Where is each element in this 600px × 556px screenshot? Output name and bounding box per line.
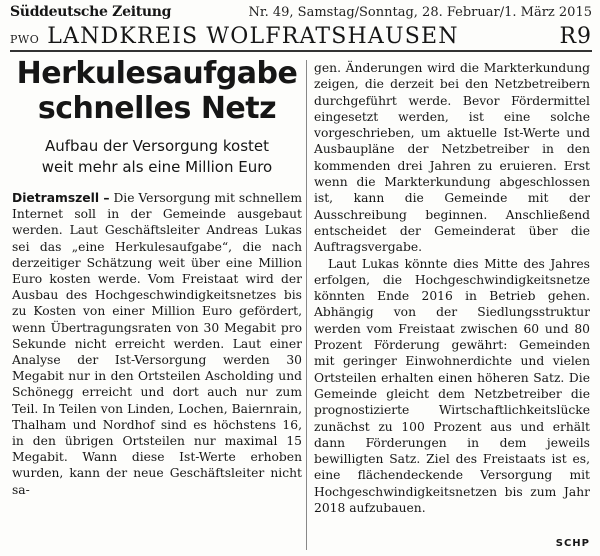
newspaper-logo: Süddeutsche Zeitung bbox=[10, 4, 172, 20]
headline-line-1: Herkulesaufgabe bbox=[16, 56, 298, 91]
article-right-column bbox=[314, 60, 590, 516]
column-divider bbox=[306, 60, 307, 550]
edition-code: PWO bbox=[10, 33, 40, 46]
subheadline bbox=[12, 136, 302, 178]
paragraph-1-text-part-1: Die Versorgung mit schnellem Internet soll in der Gemeinde ausgebaut werden. Laut Geschäftsleiter Andreas Lukas sei das „eine Herkulesaufgabe“, die nach derzeitiger Schätzung weit über eine Million Euro kosten werde. Vom Freistaat wird der Ausbau des Hochgeschwindigkeitsnetzes bis zu Kosten von einer Million Euro gefördert, wenn Übertragungsraten von 30 Megabit pro Sekunde nicht erreicht werden. Laut einer Analyse der Ist-Versorgung werden 30 Megabit nur in den Ortsteilen Ascholding und Schönegg erreicht und dort auch nur zum Teil. In Teilen von Linden, Lochen, Baiernrain, Thalham und Nordhof sind es höchstens 16, in den übrigen Ortsteilen nur maximal 15 Megabit. Wann diese Ist-Werte erhoben wurden, kann der neue Geschäftsleiter nicht sa- bbox=[12, 191, 302, 497]
header-rule bbox=[10, 50, 592, 52]
author-initials: SCHP bbox=[555, 538, 590, 549]
headline bbox=[12, 56, 302, 126]
article-left-column bbox=[12, 56, 302, 498]
subheadline-line-1: Aufbau der Versorgung kostet bbox=[44, 137, 270, 155]
section-header bbox=[10, 24, 592, 49]
headline-line-2: schnelles Netz bbox=[37, 91, 277, 126]
page-number: R9 bbox=[559, 24, 592, 49]
paragraph-2: Laut Lukas könnte dies Mitte des Jahres erfolgen, die Hochgeschwindigkeitsnetze könnten Ende 2016 in Betrieb gehen. Abhängig von der Siedlungsstruktur werden vom Freistaat zwischen 60 und 80 Prozent Förderung gewährt: Gemeinden mit geringer Einwohnerdichte und vielen Ortsteilen erhalten einen höheren Satz. Die Gemeinde gleicht dem Netzbetreiber die prognostizierte Wirtschaftlichkeitslücke zunächst zu 100 Prozent aus und erhält dann Förderungen in dem jeweils bewilligten Satz. Ziel des Freistaats ist es, eine flächendeckende Versorgung mit Hochgeschwindigkeitsnetzen bis zum Jahr 2018 aufzubauen. bbox=[314, 256, 590, 516]
section-title: LANDKREIS WOLFRATSHAUSEN bbox=[47, 24, 459, 49]
paragraph-1-start bbox=[12, 190, 302, 498]
subheadline-line-2: weit mehr als eine Million Euro bbox=[41, 158, 273, 176]
issue-info: Nr. 49, Samstag/Sonntag, 28. Februar/1. März 2015 bbox=[248, 5, 592, 20]
paragraph-1-continued: gen. Änderungen wird die Markterkundung zeigen, die derzeit bei den Netzbetreibern durchgeführt werde. Bevor Fördermittel eingesetzt werden, ist eine solche vorgeschrieben, um aktuelle Ist-Werte und Ausbaupläne der Netzbetreiber in den kommenden drei Jahren zu eruieren. Erst wenn die Markterkundung abgeschlossen ist, kann die Gemeinde mit der Ausschreibung beginnen. Anschließend entscheidet der Gemeinderat über die Auftragsvergabe. bbox=[314, 61, 590, 255]
masthead bbox=[10, 4, 592, 20]
dateline: Dietramszell – bbox=[12, 191, 110, 205]
